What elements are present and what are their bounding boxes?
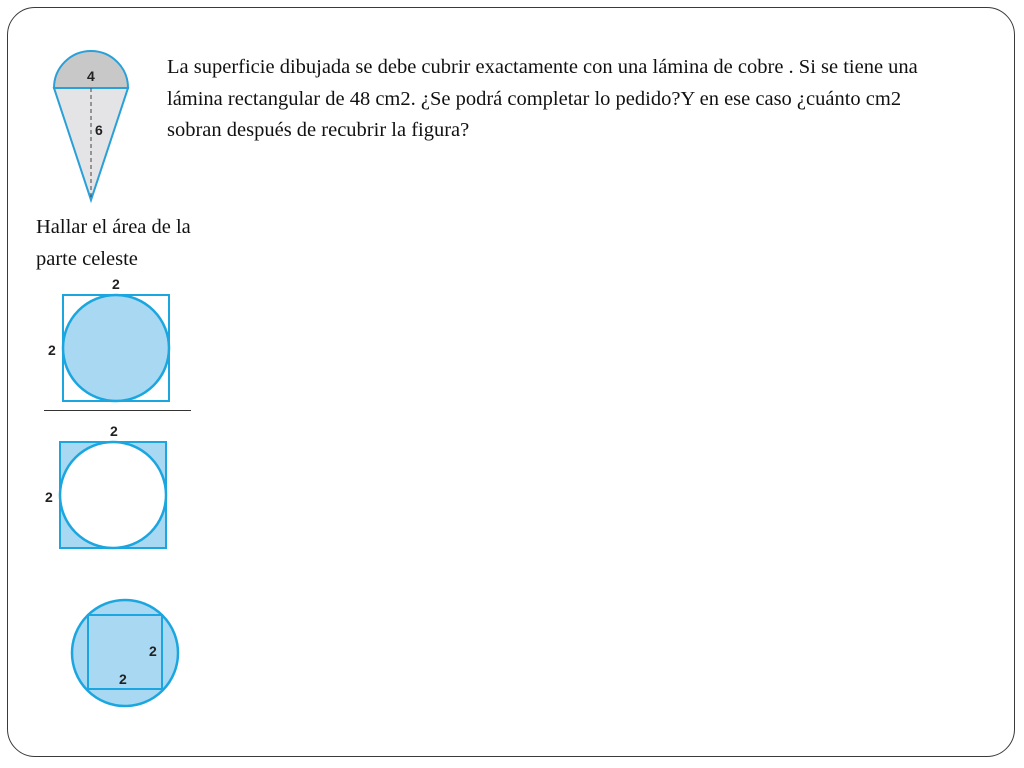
instruction-heading: Hallar el área de la parte celeste [36,216,191,270]
figure1-circle [63,295,169,401]
cone-figure [40,40,150,210]
figure2-top-label: 2 [110,423,118,439]
figure-shaded-corners [40,418,190,558]
figure-shaded-circle [40,270,190,410]
figure-divider [44,410,191,411]
figure3-right-label: 2 [149,643,157,659]
figure3-bottom-label: 2 [119,671,127,687]
figure2-side-label: 2 [45,489,53,505]
figure2-circle [60,442,166,548]
cone-height-label: 6 [95,122,103,138]
problem-statement: La superficie dibujada se debe cubrir exactamente con una lámina de cobre . Si se tiene una lámina rectangular de 48 cm2. ¿Se podrá completar lo pedido?Y en ese caso ¿cuánto cm2 sobran después de recubrir la figura? [167,56,918,141]
cone-diameter-label: 4 [87,68,95,84]
figure1-top-label: 2 [112,276,120,292]
figure-inscribed-square [60,590,190,715]
figure1-side-label: 2 [48,342,56,358]
